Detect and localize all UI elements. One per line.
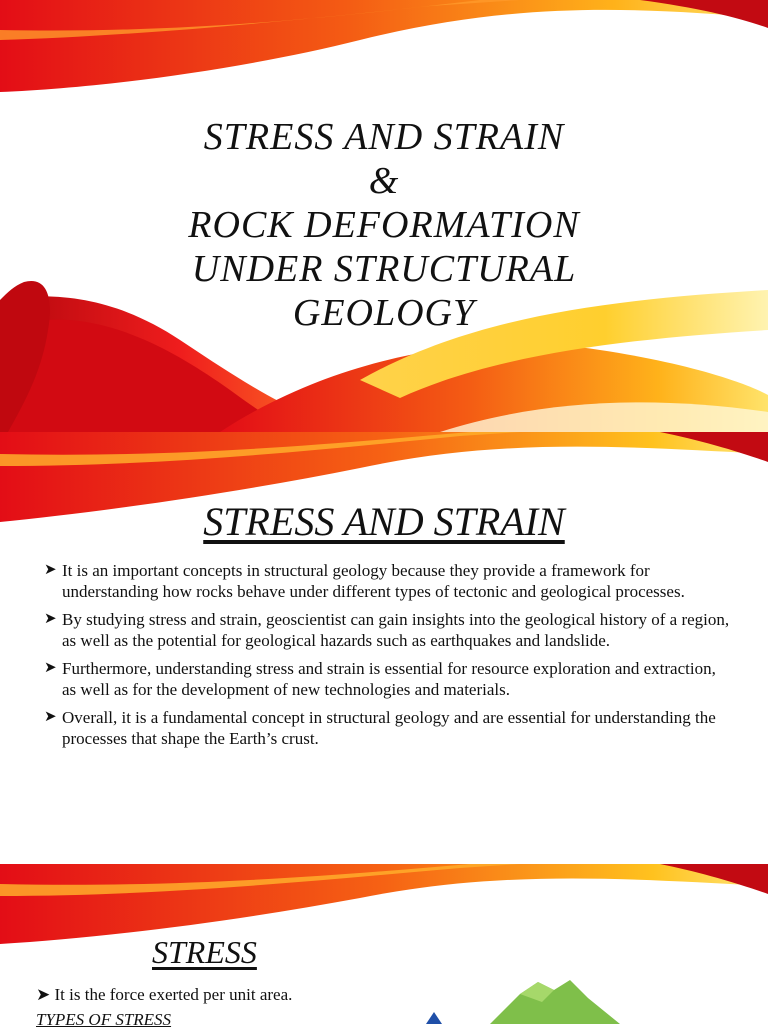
types-of-stress-label: TYPES OF STRESS [36,1010,172,1029]
title-line: & [368,160,400,202]
slide-heading-block [0,498,768,545]
bullet-text: It is an important concepts in structural geology because they provide a framework for understanding how rocks behave under different types of tectonic and geological processes. [62,561,685,601]
arrowhead-bullet-icon: ➤ [44,562,57,578]
stress-heading: STRESS [152,934,257,970]
bullet-text: It is the force exerted per unit area. [54,985,293,1004]
arrowhead-bullet-icon: ➤ [44,660,57,676]
bullet-text: By studying stress and strain, geoscientist can gain insights into the geological history of a region, as well as the potential for geological hazards such as earthquakes and landslide. [62,610,730,650]
bullet-list [44,560,734,756]
bullet-text: Furthermore, understanding stress and strain is essential for resource exploration and extraction, as well as for the development of new technologies and materials. [62,659,716,699]
title-line: UNDER STRUCTURAL [191,248,577,290]
title-line: GEOLOGY [292,292,476,334]
list-item [44,609,734,651]
list-item [44,560,734,602]
list-item [44,707,734,749]
presentation-title [0,115,768,335]
slide-heading: STRESS AND STRAIN [203,499,565,544]
arrowhead-bullet-icon: ➤ [44,709,57,725]
arrowhead-bullet-icon: ➤ [36,985,55,1004]
bullet-text: Overall, it is a fundamental concept in structural geology and are essential for understanding the processes that shape the Earth’s crust. [62,708,716,748]
list-item [44,658,734,700]
arrowhead-bullet-icon: ➤ [44,611,57,627]
title-line: STRESS AND STRAIN [203,116,565,158]
mountain-illustration [420,972,660,1024]
title-slide [0,0,768,432]
swoosh-decoration-top [0,864,768,954]
list-item [36,985,292,1005]
title-line: ROCK DEFORMATION [188,204,580,246]
